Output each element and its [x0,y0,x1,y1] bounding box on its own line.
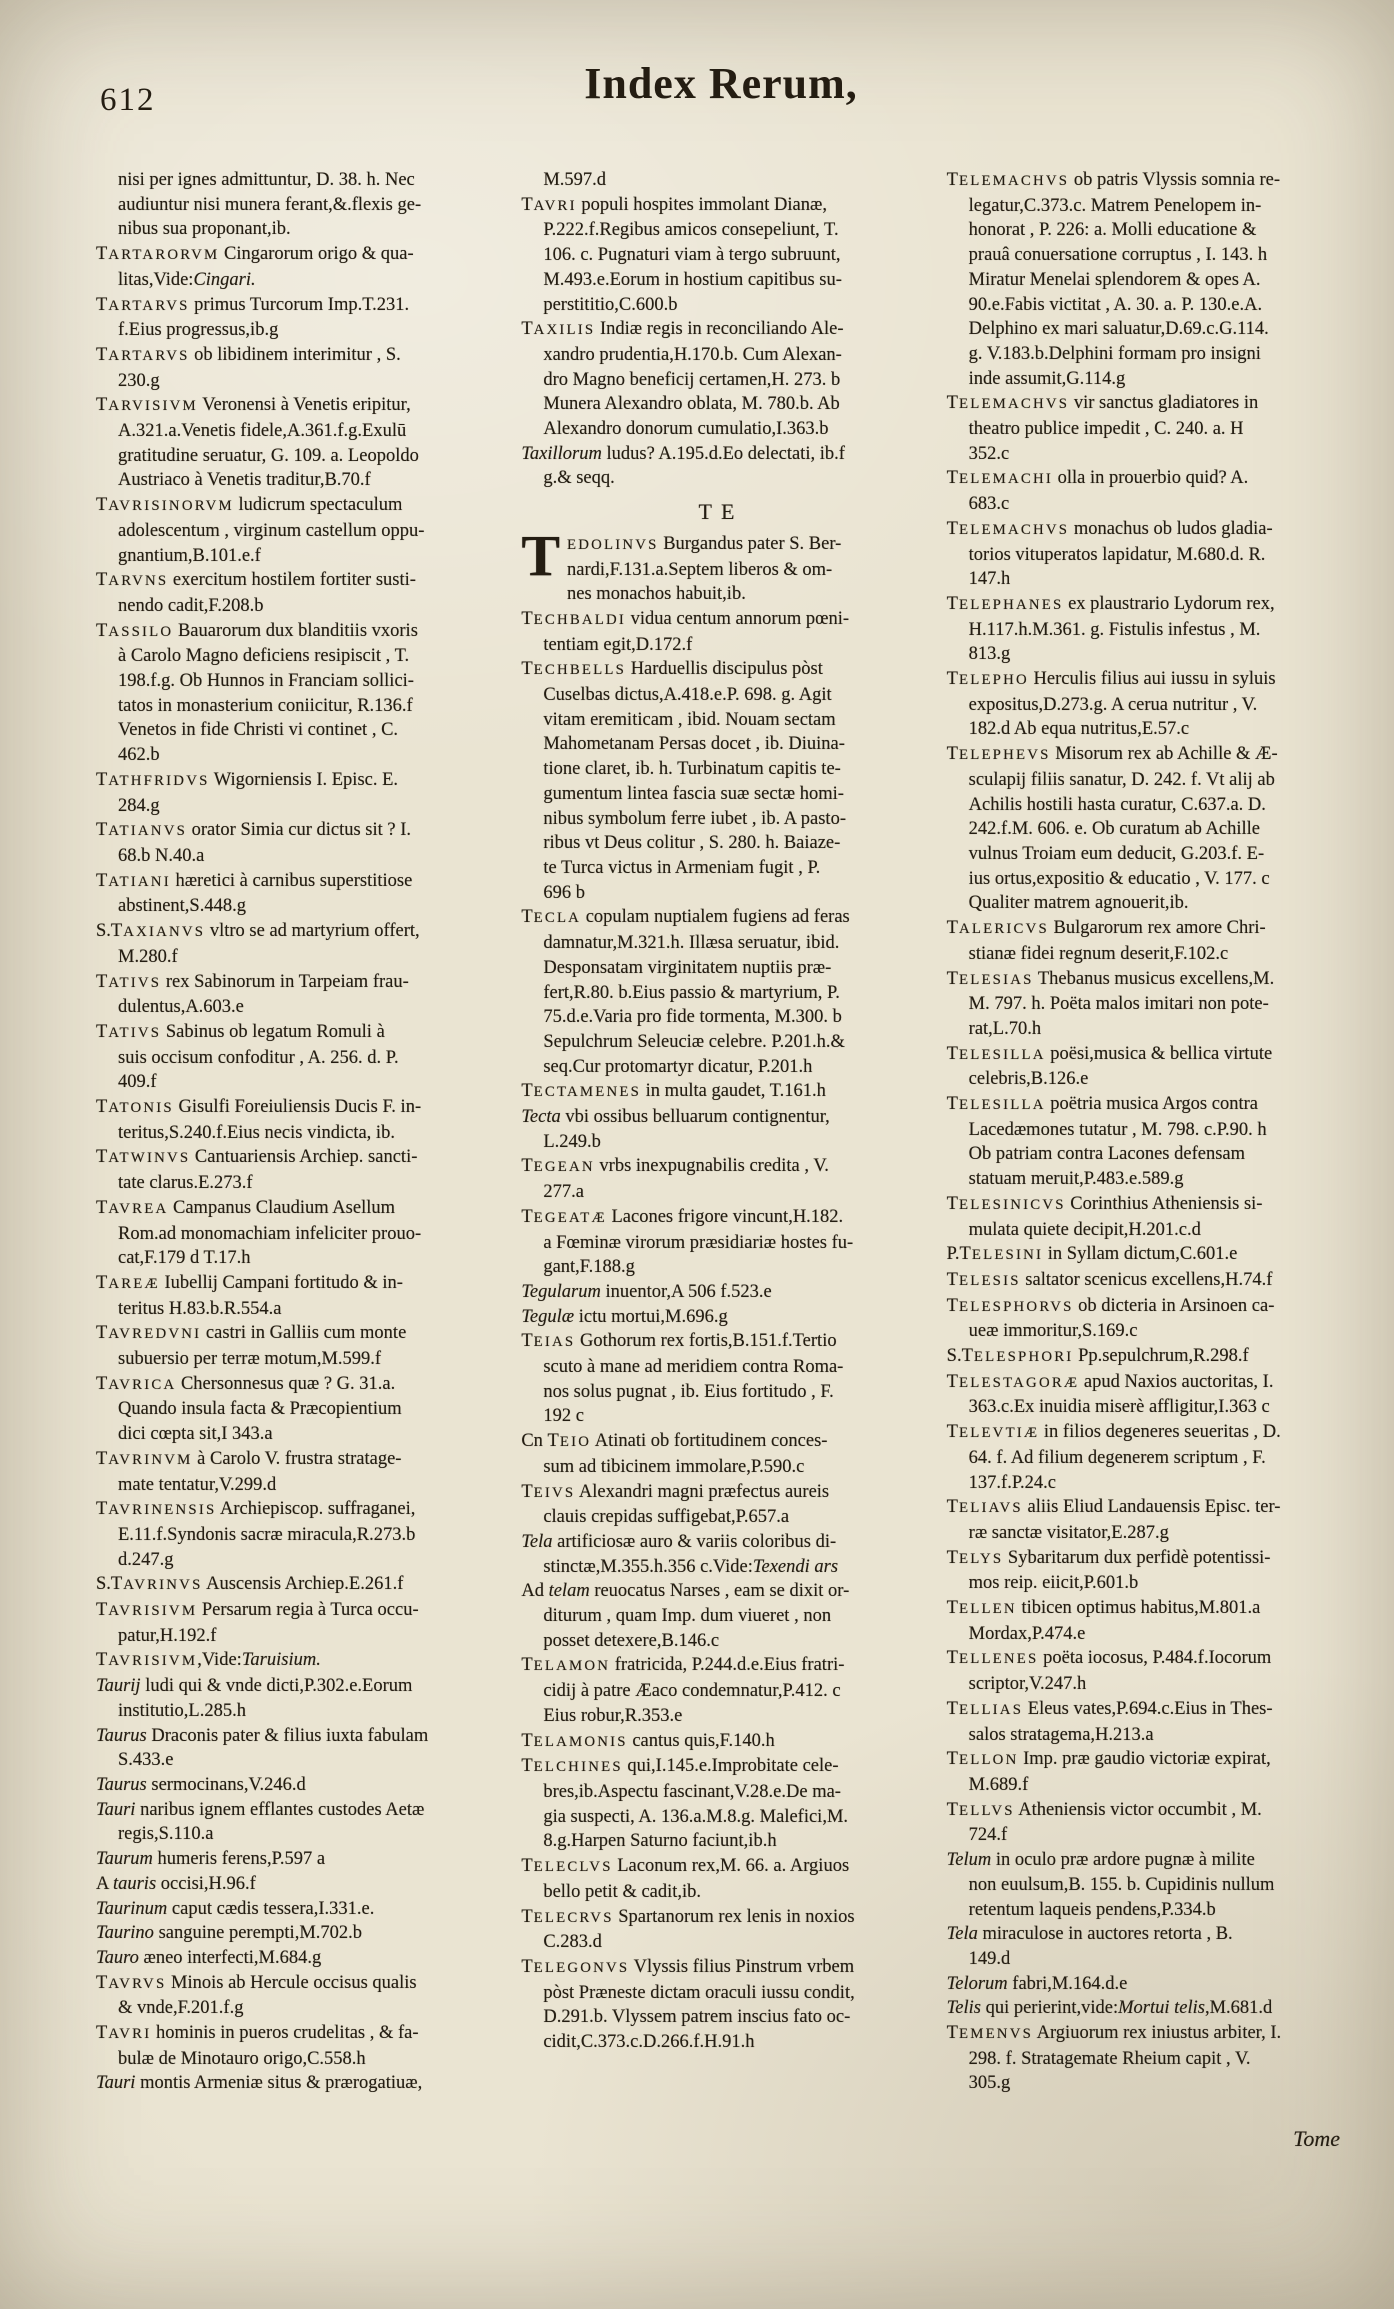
index-line: abstinent,S.448.g [118,896,246,917]
index-line: S.TAVRINVS Auscensis Archiep.E.261.f [96,1574,404,1595]
index-line: tatos in monasterium coniicitur, R.136.f [118,695,413,716]
index-line: TATWINVS Cantuariensis Archiep. sancti- [96,1147,418,1168]
index-line: Tela miraculose in auctores retorta , B. [946,1924,1233,1945]
index-line: subuersio per terræ motum,M.599.f [118,1349,382,1370]
index-line: TAVRINENSIS Archiepiscop. suffraganei, [96,1499,416,1520]
index-line: Quando insula facta & Præcopientium [118,1399,402,1420]
index-line: ribus vt Deus colitur , S. 280. h. Baiaze- [543,833,841,854]
index-line: dro Magno beneficij certamen,H. 273. b [543,369,841,390]
index-line: 813.g [968,644,1011,665]
index-line: 90.e.Fabis victitat , A. 30. a. P. 130.e.A. [968,294,1263,315]
index-line: TELLEN tibicen optimus habitus,M.801.a [946,1598,1261,1619]
index-line: Taurus sermocinans,V.246.d [96,1775,306,1795]
index-line: TARVISIVM Veronensi à Venetis eripitur, [96,395,411,416]
index-line: prauâ conuersatione corruptus , I. 143. h [968,245,1268,266]
index-line: suis occisum confoditur , A. 256. d. P. [118,1047,399,1068]
index-line: nendo cadit,F.208.b [118,595,264,616]
index-line: TARTARVS primus Turcorum Imp.T.231. [96,294,410,315]
index-line: 192 c [543,1406,584,1427]
index-line: TELESILLA poësi,musica & bellica virtute [946,1043,1273,1064]
index-line: Cuselbas dictus,A.418.e.P. 698. g. Agit [543,685,832,706]
index-line: TAREÆ Iubellij Campani fortitudo & in- [96,1272,403,1293]
index-line: Ad telam reuocatus Narses , eam se dixit or- [521,1581,850,1602]
index-line: Venetos in fide Christi vi continet , C. [118,720,399,741]
index-line: Lacedæmones tutatur , M. 798. c.P.90. h [968,1119,1267,1140]
index-line: gnantium,B.101.e.f [118,545,261,566]
index-line: 8.g.Harpen Saturno faciunt,ib.h [543,1831,777,1852]
index-line: TAVRI hominis in pueros crudelitas , & fa- [96,2023,419,2044]
index-line: Tegulæ ictu mortui,M.696.g [521,1306,728,1327]
index-line: TELEMACHVS ob patris Vlyssis somnia re- [946,170,1281,190]
index-line: Sepulchrum Seleuciæ celebre. P.201.h.& [543,1031,845,1052]
index-line: cidij à patre Æaco condemnatur,P.412. c [543,1681,841,1702]
index-line: gratitudine seruatur, G. 109. a. Leopoldo [118,445,419,466]
index-line: Ob patriam contra Lacones defensam [968,1144,1246,1165]
index-line: TALERICVS Bulgarorum rex amore Chri- [946,918,1266,939]
index-line: TELEGONVS Vlyssis filius Pinstrum vrbem [521,1956,855,1977]
index-line: 64. f. Ad filium degenerem scriptum , F. [968,1447,1266,1468]
index-line: scriptor,V.247.h [968,1674,1087,1695]
index-line: 284.g [118,795,160,816]
index-line: TATIANI hæretici à carnibus superstitiose [96,870,413,891]
index-line: TARTARVS ob libidinem interimitur , S. [96,344,401,365]
page-header [96,58,1346,158]
index-line: Mahometanam Persas docet , ib. Diuina- [543,734,845,755]
index-line: L.249.b [543,1131,601,1152]
index-line: patur,H.192.f [118,1625,217,1646]
index-line: expositus,D.273.g. A cerua nutritur , V. [968,694,1258,715]
index-line: f.Eius progressus,ib.g [118,320,279,341]
index-line: 198.f.g. Ob Hunnos in Franciam sollici- [118,671,414,692]
index-line: TELESINICVS Corinthius Atheniensis si- [946,1193,1263,1214]
index-line: TECLA copulam nuptialem fugiens ad feras [521,907,850,928]
index-line: cidit,C.373.c.D.266.f.H.91.h [543,2032,755,2053]
index-line: S.TELESPHORI Pp.sepulchrum,R.298.f [946,1346,1249,1367]
index-line: TECTAMENES in multa gaudet, T.161.h [521,1081,826,1102]
index-line: S.433.e [118,1750,174,1771]
index-line: audiuntur nisi munera ferant,&.flexis ge- [118,194,422,215]
index-line: H.117.h.M.361. g. Fistulis infestus , M. [968,619,1261,640]
index-line: 137.f.P.24.c [968,1472,1057,1493]
index-line: & vnde,F.201.f.g [118,1998,244,2019]
index-line: TAVRVS Minois ab Hercule occisus qualis [96,1972,417,1993]
index-line: TELEPHANES ex plaustrario Lydorum rex, [946,593,1275,614]
index-line: TAVRICA Chersonnesus quæ ? G. 31.a. [96,1373,396,1394]
index-line: Desponsatam virginitatem nuptiis præ- [543,957,832,978]
index-line: Achilis hostili hasta curatur, C.637.a. D. [968,794,1266,815]
index-line: TEIVS Alexandri magni præfectus aureis [521,1481,830,1502]
index-line: rat,L.70.h [968,1018,1042,1039]
index-line: d.247.g [118,1549,174,1570]
index-line: TATIVS rex Sabinorum in Tarpeiam frau- [96,971,409,992]
index-line: TAVRISIVM,Vide:Taruisium. [96,1650,321,1671]
index-line: TELESILLA poëtria musica Argos contra [946,1094,1258,1115]
index-line: theatro publice impedit , C. 240. a. H [968,419,1244,440]
index-columns [96,168,1346,2096]
index-line: TECHBALDI vidua centum annorum pœni- [521,608,850,629]
index-line: salos stratagema,H.213.a [968,1724,1154,1745]
index-line: 147.h [968,569,1011,590]
index-line: a Fœminæ virorum præsidiariæ hostes fu- [543,1232,854,1253]
index-line: à Carolo Magno deficiens resipiscit , T. [118,646,410,667]
index-line: Taxillorum ludus? A.195.d.Eo delectati, ib.f [521,443,845,464]
index-line: gumentum lintea fascia suæ sectæ homi- [543,783,844,804]
index-line: perstititio,C.600.b [543,294,678,315]
index-line: Tela artificiosæ auro & variis coloribus di- [521,1531,837,1552]
index-line: non euulsum,B. 155. b. Cupidinis nullum [968,1874,1275,1895]
index-line: celebris,B.126.e [968,1069,1089,1090]
index-line: TEIAS Gothorum rex fortis,B.151.f.Tertio [521,1331,837,1352]
index-line: TATIANVS orator Simia cur dictus sit ? I. [96,820,412,841]
index-line: Mordax,P.474.e [968,1623,1086,1644]
index-line: clauis crepidas suffigebat,P.657.a [543,1507,790,1528]
index-line: TARVNS exercitum hostilem fortiter susti- [96,570,416,591]
index-line: nardi,F.131.a.Septem liberos & om- [567,559,833,580]
index-line: 409.f [118,1072,157,1093]
index-line: TELLON Imp. præ gaudio victoriæ expirat, [946,1749,1271,1770]
index-line: TAVREDVNI castri in Galliis cum monte [96,1323,407,1344]
index-line: tione claret, ib. h. Turbinatum capitis te- [543,759,841,780]
index-line: 182.d Ab equa nutritus,E.57.c [968,719,1190,740]
index-line: 724.f [968,1825,1008,1846]
index-line: TELLENES poëta iocosus, P.484.f.Iocorum [946,1648,1272,1669]
index-line: Taurij ludi qui & vnde dicti,P.302.e.Eorum [96,1676,413,1697]
index-line: stinctæ,M.355.h.356 c.Vide:Texendi ars [543,1556,839,1577]
index-line: mulata quiete decipit,H.201.c.d [968,1219,1201,1240]
index-line: dulentus,A.603.e [118,997,244,1018]
index-line: statuam meruit,P.483.e.589.g [968,1169,1184,1190]
index-line: S.TAXIANVS vltro se ad martyrium offert, [96,921,420,942]
index-line: TELEPHO Herculis filius aui iussu in syluis [946,669,1276,690]
index-line: TELESTAGORÆ apud Naxios auctoritas, I. [946,1371,1274,1392]
index-line: 298. f. Stratagemate Rheium capit , V. [968,2048,1251,2069]
index-line: gia suspecti, A. 136.a.M.8.g. Malefici,M. [543,1806,849,1827]
index-line: Cn TEIO Atinati ob fortitudinem conces- [521,1431,828,1452]
index-line: torios vituperatos lapidatur, M.680.d. R. [968,544,1266,565]
index-line: Telis qui perierint,vide:Mortui telis,M.681.d [946,1998,1273,2019]
index-line: TAVREA Campanus Claudium Asellum [96,1197,395,1218]
index-line: bulæ de Minotauro origo,C.558.h [118,2048,366,2069]
index-line: 68.b N.40.a [118,845,205,866]
index-line: TATIVS Sabinus ob legatum Romuli à [96,1021,385,1042]
index-line: TELLVS Atheniensis victor occumbit , M. [946,1799,1262,1820]
index-line: nes monachos habuit,ib. [567,584,746,605]
index-line: Telum in oculo præ ardore pugnæ à milite [946,1850,1255,1871]
index-column-right [947,168,1346,2096]
index-line: TELAMON fratricida, P.244.d.e.Eius fratri- [521,1655,845,1676]
index-line: sum ad tibicinem immolare,P.590.c [543,1456,805,1477]
index-line: institutio,L.285.h [118,1700,246,1721]
index-line: P.TELESINI in Syllam dictum,C.601.e [946,1244,1238,1265]
index-line: Alexandro donorum cumulatio,I.363.b [543,419,829,440]
index-line: 230.g [118,370,160,391]
index-line: EDOLINVS Burgandus pater S. Ber- [567,533,842,554]
index-line: adolescentum , virginum castellum oppu- [118,520,425,541]
index-line: TELEMACHI olla in prouerbio quid? A. [946,468,1249,489]
index-line: xandro prudentia,H.170.b. Cum Alexan- [543,344,842,365]
index-line: regis,S.110.a [118,1824,214,1845]
index-line: bello petit & cadit,ib. [543,1881,702,1902]
index-line: legatur,C.373.c. Matrem Penelopem in- [968,195,1262,216]
index-line: TELESIS saltator scenicus excellens,H.74.f [946,1269,1273,1290]
index-line: TAXILIS Indiæ regis in reconciliando Ale- [521,319,844,340]
index-line: pòst Præneste dictam oraculi iussu condit, [543,1982,855,2003]
index-line: TELYS Sybaritarum dux perfidè potentissi- [946,1547,1271,1568]
index-line: TASSILO Bauarorum dux blanditiis vxoris [96,620,418,641]
index-line: sculapij filiis sanatur, D. 242. f. Vt alij ab [968,769,1275,790]
index-line: vulnus Troiam eum deducit, G.203.f. E- [968,843,1265,864]
index-line: cat,F.179 d T.17.h [118,1248,251,1269]
index-line: 277.a [543,1182,584,1203]
index-line: stianæ fidei regnum deserit,F.102.c [968,943,1229,964]
index-line: 696 b [543,882,585,903]
index-line: teritus H.83.b.R.554.a [118,1298,282,1319]
index-line: 363.c.Ex inuidia miserè affligitur,I.363 c [968,1397,1270,1418]
index-line: TAVRISINORVM ludicrum spectaculum [96,495,403,516]
index-line: TELEPHEVS Misorum rex ab Achille & Æ- [946,744,1278,765]
index-line: ræ sanctæ visitator,E.287.g [968,1522,1169,1543]
index-line: 149.d [968,1948,1011,1969]
index-line: te Turca victus in Armeniam fugit , P. [543,857,821,878]
index-line: vitam eremiticam , ibid. Nouam sectam [543,709,836,730]
index-line: TAVRI populi hospites immolant Dianæ, [521,194,827,215]
index-line: Qualiter matrem agnouerit,ib. [968,893,1189,914]
index-line: TELLIAS Eleus vates,P.694.c.Eius in Thes- [946,1698,1273,1719]
index-line: retentum laqueis pendens,P.334.b [968,1899,1216,1920]
index-line: 106. c. Pugnaturi viam à tergo subruunt, [543,245,841,266]
index-line: gant,F.188.g [543,1257,635,1278]
section-heading: TE [698,499,744,525]
index-line: g. V.183.b.Delphini formam pro insigni [968,343,1261,364]
index-line: TELEMACHVS monachus ob ludos gladia- [946,518,1273,539]
index-line: TELECLVS Laconum rex,M. 66. a. Argiuos [521,1856,850,1877]
index-line: tentiam egit,D.172.f [543,634,693,655]
index-line: TELCHINES qui,I.145.e.Improbitate cele- [521,1756,839,1777]
catchword: Tome [1293,2126,1340,2151]
index-line: TECHBELLS Harduellis discipulus pòst [521,659,823,680]
index-column-middle [521,168,920,2096]
index-line: seq.Cur protomartyr dicatur, P.201.h [543,1056,813,1077]
index-line: TEMENVS Argiuorum rex iniustus arbiter, I. [946,2023,1282,2044]
index-line: mate tentatur,V.299.d [118,1474,277,1495]
index-line: D.291.b. Vlyssem patrem inscius fato oc- [543,2007,851,2028]
index-line: A.321.a.Venetis fidele,A.361.f.g.Exulū [118,421,407,442]
index-line: TELECRVS Spartanorum rex lenis in noxios [521,1906,855,1927]
index-line: TELAMONIS cantus quis,F.140.h [521,1730,775,1751]
index-line: A tauris occisi,H.96.f [96,1873,256,1894]
index-line: damnatur,M.321.h. Illæsa seruatur, ibid. [543,933,840,954]
index-line: Taurus Draconis pater & filius iuxta fabulam [96,1725,429,1746]
index-line: teritus,S.240.f.Eius necis vindicta, ib. [118,1122,395,1143]
index-line: bres,ib.Aspectu fascinant,V.28.e.De ma- [543,1782,841,1802]
index-column-left [96,168,495,2096]
index-line: g.& seqq. [543,468,615,489]
index-line: fert,R.80. b.Eius passio & martyrium, P. [543,982,840,1003]
index-line: 242.f.M. 606. e. Ob curatum ab Achille [968,819,1260,840]
index-line: nisi per ignes admittuntur, D. 38. h. Nec [118,170,415,190]
index-line: TELESIAS Thebanus musicus excellens,M. [946,968,1275,989]
index-line: diturum , quam Imp. dum viueret , non [543,1606,832,1627]
index-line: Delphino ex mari saluatur,D.69.c.G.114. [968,319,1269,340]
index-line: Tauri montis Armeniæ situs & prærogatiuæ, [96,2073,423,2094]
index-line: mos reip. eiicit,P.601.b [968,1573,1139,1594]
index-line: dici cœpta sit,I 343.a [118,1424,273,1445]
index-line: TEGEAN vrbs inexpugnabilis credita , V. [521,1156,829,1177]
index-line: M. 797. h. Poëta malos imitari non pote- [968,994,1269,1015]
index-line: 75.d.e.Varia pro fide tormenta, M.300. b [543,1007,842,1028]
index-line: ius ortus,expositio & educatio , V. 177. c [968,868,1270,889]
index-line: TATONIS Gisulfi Foreiuliensis Ducis F. in- [96,1097,422,1118]
index-line: Tauro æneo interfecti,M.684.g [96,1947,322,1968]
index-line: ueæ immoritur,S.169.c [968,1321,1138,1342]
index-line: C.283.d [543,1932,602,1953]
index-line: inde assumit,G.114.g [968,368,1126,389]
index-line: Munera Alexandro oblata, M. 780.b. Ab [543,394,840,415]
index-line: posset detexere,B.146.c [543,1630,720,1651]
index-line: E.11.f.Syndonis sacræ miracula,R.273.b [118,1524,416,1545]
index-line: Taurino sanguine perempti,M.702.b [96,1923,363,1944]
index-line: nibus symbolum ferre iubet , ib. A pasto- [543,808,846,829]
index-line: litas,Vide:Cingari. [118,269,256,290]
index-line: tate clarus.E.273.f [118,1173,253,1194]
index-line: 305.g [968,2073,1011,2094]
index-line: TELESPHORVS ob dicteria in Arsinoen ca- [946,1295,1275,1316]
index-line: Eius robur,R.353.e [543,1705,683,1726]
index-line: 683.c [968,494,1010,515]
index-line: Tecta vbi ossibus belluarum contignentur, [521,1107,830,1128]
drop-cap-initial: T [521,522,561,588]
index-line: TELIAVS aliis Eliud Landauensis Episc. ter- [946,1497,1281,1518]
index-line: 462.b [118,745,160,766]
index-line: P.222.f.Regibus amicos consepeliunt, T. [543,220,839,241]
index-line: scuto à mane ad meridiem contra Roma- [543,1357,844,1378]
index-line: Tauri naribus ignem efflantes custodes Aetæ [96,1799,425,1820]
index-line: TELEVTIÆ in filios degeneres seueritas , D. [946,1422,1281,1443]
index-line: M.597.d [543,170,607,190]
index-line: TAVRISIVM Persarum regia à Turca occu- [96,1600,419,1621]
index-line: nos solus pugnat , ib. Eius fortitudo , F. [543,1381,834,1402]
index-line: nibus sua proponant,ib. [118,219,291,240]
index-line: TAVRINVM à Carolo V. frustra stratage- [96,1448,402,1469]
index-line: Rom.ad monomachiam infeliciter prouo- [118,1223,422,1244]
index-line: TELEMACHVS vir sanctus gladiatores in [946,393,1259,414]
index-line: M.280.f [118,946,178,967]
index-line: Taurinum caput cædis tessera,I.331.e. [96,1898,375,1919]
index-line: M.689.f [968,1775,1029,1795]
index-line: 352.c [968,443,1010,464]
index-line: Tegularum inuentor,A 506 f.523.e [521,1281,772,1302]
index-line: Telorum fabri,M.164.d.e [946,1973,1128,1994]
index-line: Taurum humeris ferens,P.597 a [96,1849,326,1870]
page-number: 612 [100,82,156,118]
index-line: TARTARORVM Cingarorum origo & qua- [96,244,414,265]
index-line: M.493.e.Eorum in hostium capitibus su- [543,269,842,290]
index-line: honorat , P. 226: a. Molli educatione & [968,220,1257,241]
index-line: Miratur Menelai splendorem & opes A. [968,269,1261,290]
index-line: TATHFRIDVS Wigorniensis I. Episc. E. [96,769,399,790]
page-title: Index Rerum, [584,59,858,108]
index-line: TEGEATÆ Lacones frigore vincunt,H.182. [521,1206,844,1227]
index-line: Austriaco à Venetis traditur,B.70.f [118,470,371,491]
